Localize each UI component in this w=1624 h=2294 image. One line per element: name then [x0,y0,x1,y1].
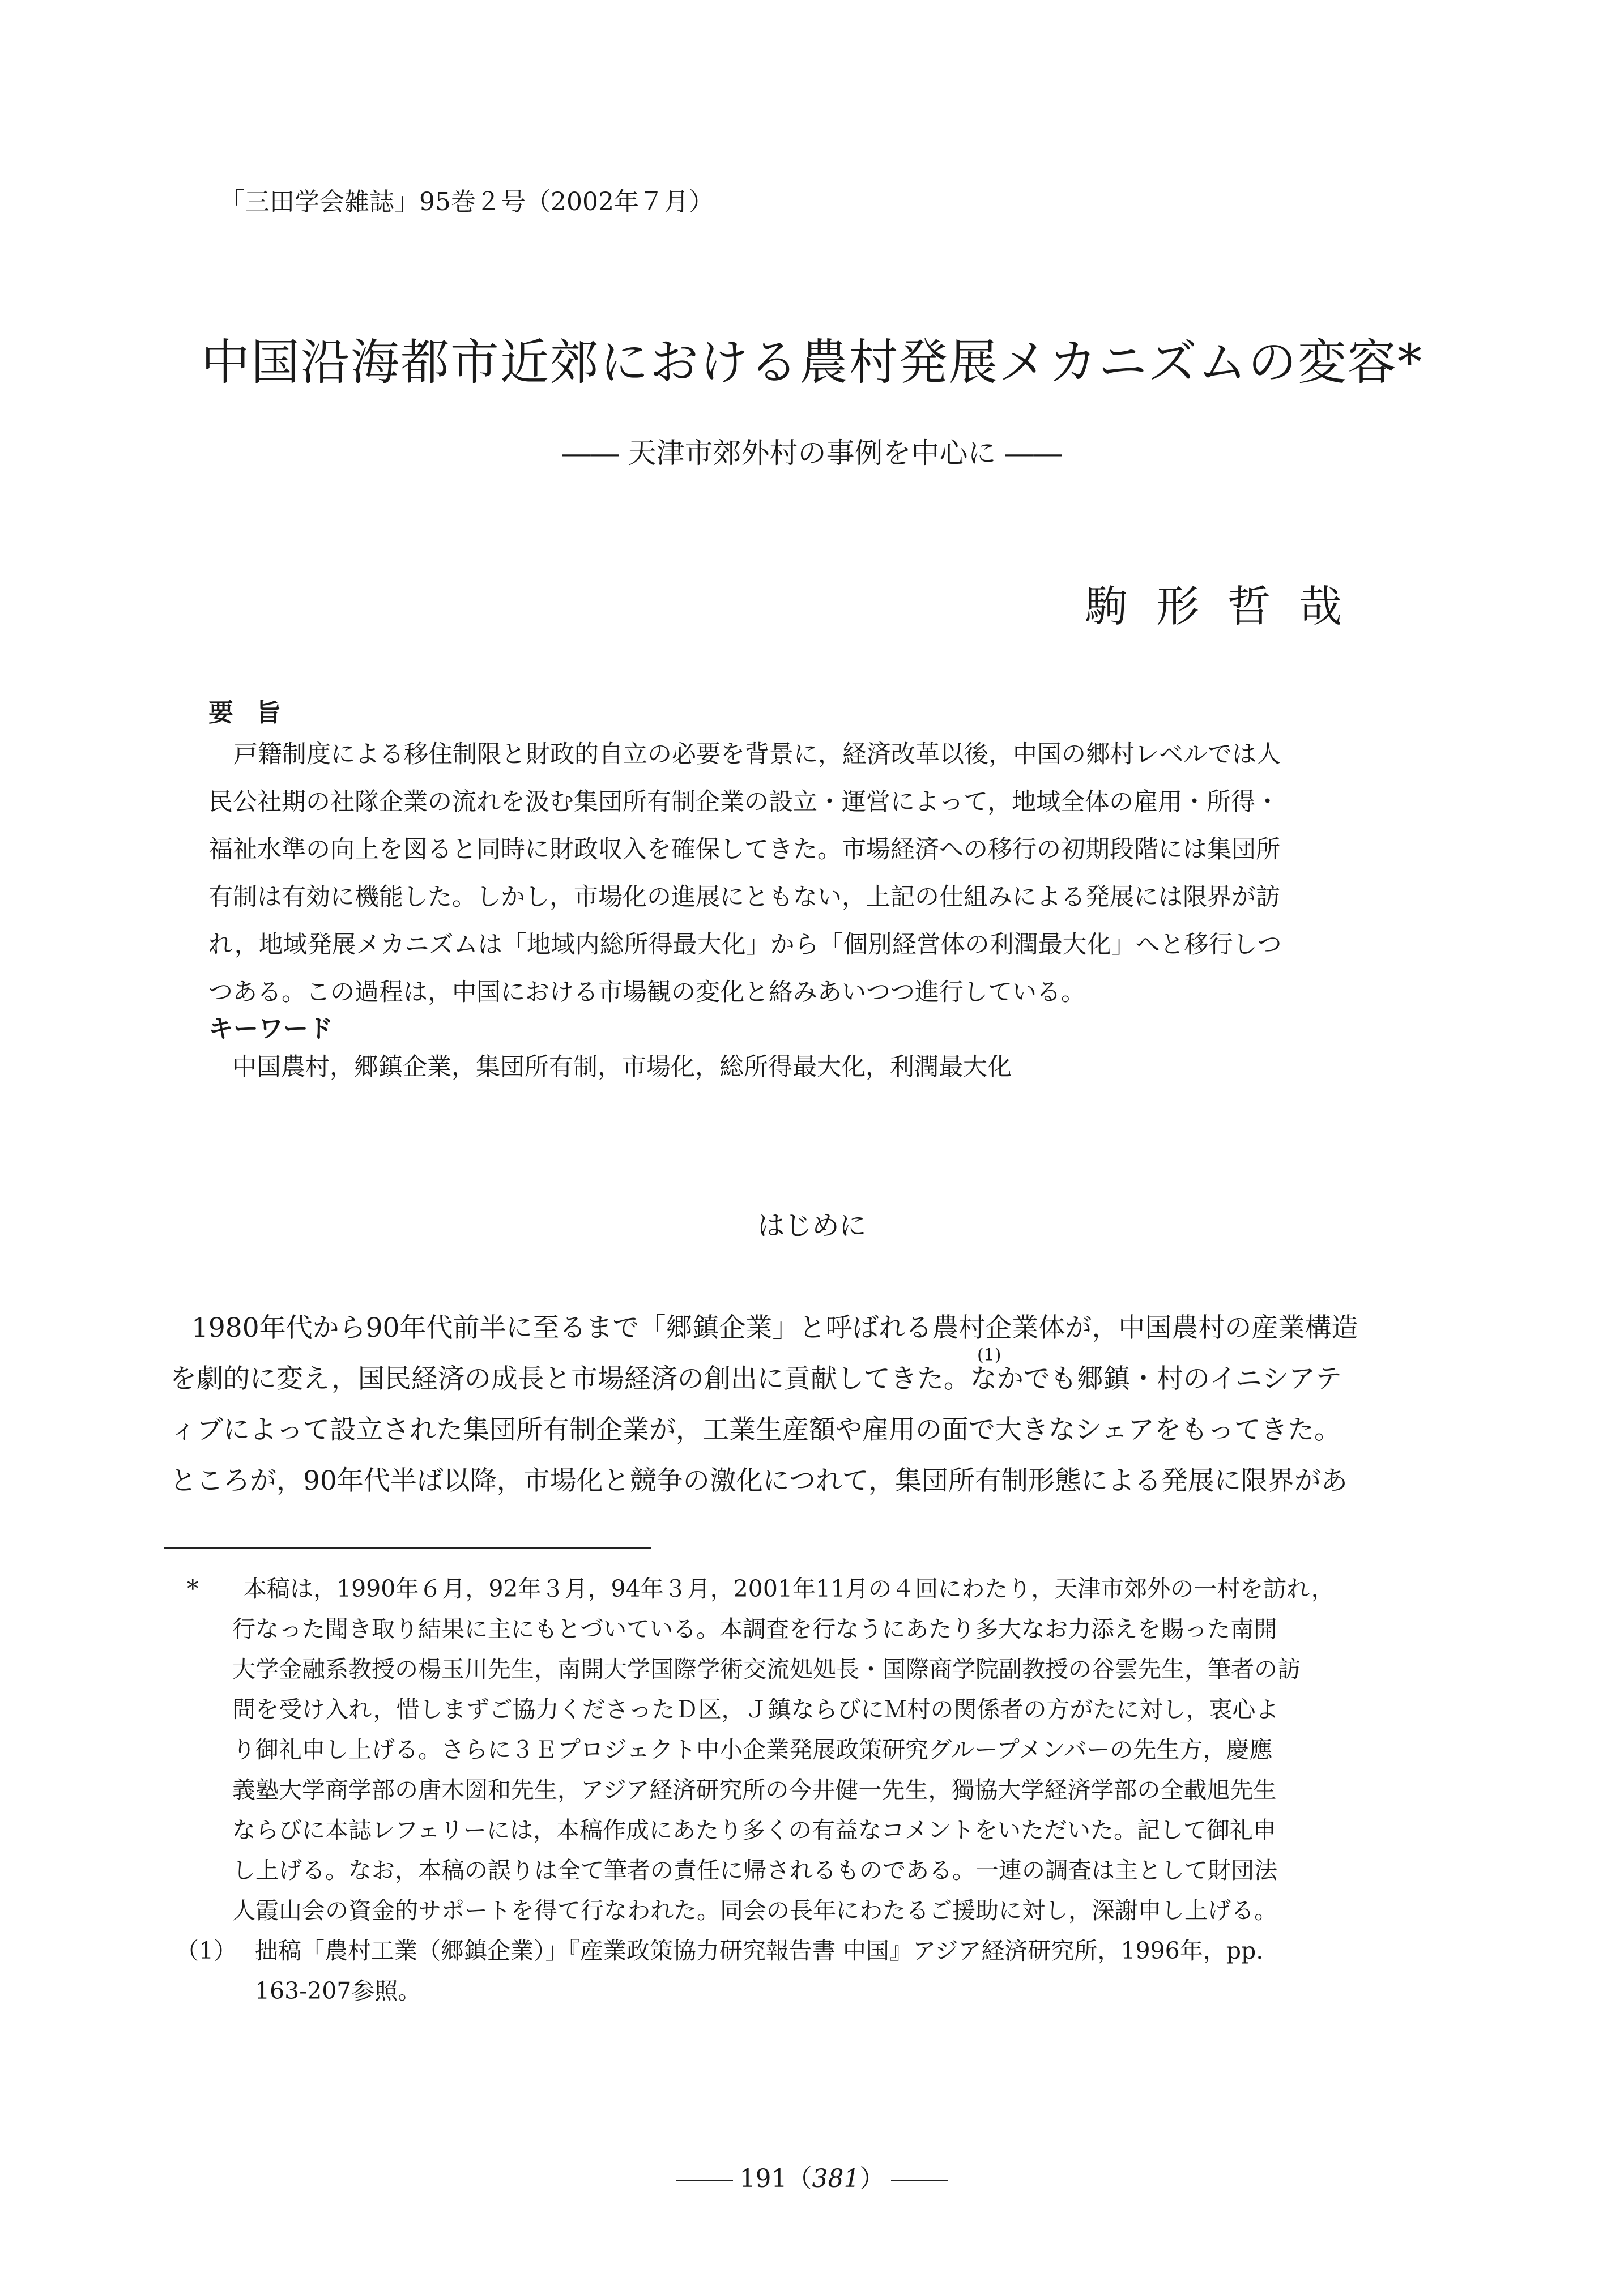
abstract-line: れ，地域発展メカニズムは「地域内総所得最大化」から「個別経営体の利潤最大化」へと移行しつ [208,931,1282,959]
body-line: 1980年代から90年代前半に至るまで「郷鎮企業」と呼ばれる農村企業体が，中国農村の産業構造 [191,1312,1358,1344]
section-heading-introduction: はじめに [757,1210,867,1242]
footnote-text: り御礼申し上げる。さらに３Ｅプロジェクト中小企業発展政策研究グループメンバーの先生方，慶應 [232,1736,1273,1763]
journal-page-open: （ [787,2164,812,2193]
abstract-line: 有制は有効に機能した。しかし，市場化の進展にともない，上記の仕組みによる発展には限界が訪 [208,883,1280,911]
introduction-body [170,1303,1456,1507]
footnote-1-mark: （1） [176,1937,237,1964]
keywords-heading: キーワード [208,1014,333,1043]
page-number [0,2158,1624,2194]
article-subtitle: ―― 天津市郊外村の事例を中心に ―― [562,437,1062,470]
abstract-line: 戸籍制度による移住制限と財政的自立の必要を背景に，経済改革以後，中国の郷村レベルでは人 [233,740,1281,769]
abstract-line: 民公社期の社隊企業の流れを汲む集団所有制企業の設立・運営によって，地域全体の雇用・所得・ [208,788,1280,816]
footnote-star-mark: * [187,1575,199,1602]
journal-page-number: 381 [812,2164,860,2193]
article-title: 中国沿海都市近郊における農村発展メカニズムの変容* [201,334,1423,391]
footnote-reference[interactable]: (1) [977,1345,1001,1365]
footnote-1-line [176,1931,1456,1971]
page-number-value: 191 [739,2164,787,2193]
page-number-dash-right [891,2180,948,2181]
footnotes [176,1569,1456,2011]
footnote-star-line [187,1569,1456,1609]
footnote-text: し上げる。なお，本稿の誤りは全て筆者の責任に帰されるものである。一連の調査は主として財団法 [232,1857,1277,1884]
footnote-text: 163-207参照。 [255,1977,421,2005]
page-number-dash-left [676,2180,733,2181]
abstract-line: つある。この過程は，中国における市場観の変化と絡みあいつつ進行している。 [208,978,1085,1007]
body-line-text: を劇的に変え，国民経済の成長と市場経済の創出に貢献してきた。なかでも郷鎮・村のイニシアテ [170,1363,1342,1395]
abstract-heading: 要旨 [208,698,304,727]
abstract-line: 福祉水準の向上を図ると同時に財政収入を確保してきた。市場経済への移行の初期段階には集団所 [208,835,1280,864]
footnote-text: ならびに本誌レフェリーには，本稿作成にあたり多くの有益なコメントをいただいた。記して御礼申 [232,1817,1276,1844]
footnote-text: 本稿は，1990年６月，92年３月，94年３月，2001年11月の４回にわたり，天津市郊外の一村を訪れ， [244,1575,1335,1602]
footnote-separator [164,1547,651,1549]
body-line [170,1345,1456,1405]
keywords-list: 中国農村，郷鎮企業，集団所有制，市場化，総所得最大化，利潤最大化 [232,1053,1012,1081]
abstract-body [208,731,1381,1016]
footnote-text: 人霞山会の資金的サポートを得て行なわれた。同会の長年にわたるご援助に対し，深謝申し上げる。 [232,1897,1277,1924]
footnote-text: 義塾大学商学部の唐木圀和先生，アジア経済研究所の今井健一先生，獨協大学経済学部の全載旭先生 [232,1776,1277,1803]
journal-page-close: ） [859,2164,885,2193]
body-line: ところが，90年代半ば以降，市場化と競争の激化につれて，集団所有制形態による発展に限界があ [170,1465,1348,1496]
body-line: ィブによって設立された集団所有制企業が，工業生産額や雇用の面で大きなシェアをもってきた。 [170,1414,1341,1446]
footnote-text: 拙稿「農村工業（郷鎮企業）」『産業政策協力研究報告書 中国』アジア経済研究所，1996年，pp. [255,1937,1264,1964]
footnote-text: 大学金融系教授の楊玉川先生，南開大学国際学術交流処処長・国際商学院副教授の谷雲先生，筆者の訪 [232,1656,1301,1683]
journal-citation: 「三田学会雑誌」95巻２号（2002年７月） [220,187,714,216]
author-name: 駒形哲哉 [1085,581,1370,632]
footnote-text: 問を受け入れ，惜しまずご協力くださったＤ区，Ｊ鎮ならびにＭ村の関係者の方がたに対し，衷心よ [232,1696,1279,1723]
footnote-text: 行なった聞き取り結果に主にもとづいている。本調査を行なうにあたり多大なお力添えを賜った南開 [232,1615,1277,1643]
